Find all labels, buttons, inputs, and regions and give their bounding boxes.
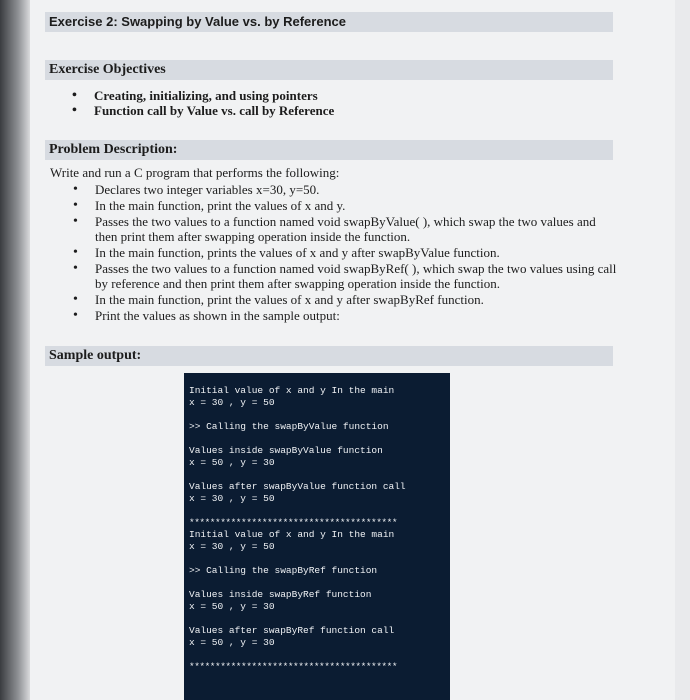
terminal-blank: [189, 649, 450, 661]
sample-heading: Sample output:: [49, 348, 142, 363]
objectives-heading-bar: [45, 60, 613, 80]
problem-item: • In the main function, prints the values of x and y after swapByValue function.: [73, 245, 618, 260]
terminal-line: x = 30 , y = 50: [189, 397, 275, 408]
sample-output-terminal: [184, 373, 450, 700]
terminal-separator: ****************************************: [189, 517, 398, 528]
problem-intro: Write and run a C program that performs the following:: [50, 165, 340, 180]
terminal-line: x = 50 , y = 30: [189, 601, 275, 612]
terminal-blank: [189, 505, 450, 517]
terminal-line: Initial value of x and y In the main: [189, 529, 395, 540]
problem-item: • Declares two integer variables x=30, y=50.: [73, 182, 618, 197]
page-edge-shadow: [0, 0, 30, 700]
problem-item: • Passes the two values to a function named void swapByRef( ), which swap the two values using call by reference and then print them after swapping operation inside the function.: [73, 261, 618, 291]
terminal-line: x = 50 , y = 30: [189, 637, 275, 648]
terminal-blank: [189, 433, 450, 445]
terminal-line: Values inside swapByValue function: [189, 445, 383, 456]
objectives-heading: Exercise Objectives: [49, 62, 166, 77]
problem-heading-bar: [45, 140, 613, 160]
terminal-line: Initial value of x and y In the main: [189, 385, 395, 396]
problem-heading: Problem Description:: [49, 142, 178, 157]
objectives-list: [72, 88, 334, 118]
problem-list: [73, 182, 618, 324]
objective-item: • Creating, initializing, and using pointers: [72, 88, 334, 103]
problem-item: • Print the values as shown in the sample output:: [73, 308, 618, 323]
terminal-blank: [189, 553, 450, 565]
terminal-line: x = 50 , y = 30: [189, 457, 275, 468]
sample-heading-bar: [45, 346, 613, 366]
problem-item: • Passes the two values to a function named void swapByValue( ), which swap the two values and then print them after swapping operation inside the function.: [73, 214, 618, 244]
terminal-blank: [189, 613, 450, 625]
problem-item: • In the main function, print the values of x and y after swapByRef function.: [73, 292, 618, 307]
terminal-line: Values inside swapByRef function: [189, 589, 372, 600]
terminal-line: x = 30 , y = 50: [189, 493, 275, 504]
terminal-blank: [189, 577, 450, 589]
terminal-line: >> Calling the swapByRef function: [189, 565, 378, 576]
exercise-title: Exercise 2: Swapping by Value vs. by Reference: [49, 14, 346, 29]
problem-item: • In the main function, print the values of x and y.: [73, 198, 618, 213]
terminal-line: >> Calling the swapByValue function: [189, 421, 389, 432]
terminal-line: Values after swapByRef function call: [189, 625, 395, 636]
terminal-blank: [189, 469, 450, 481]
terminal-separator: ****************************************: [189, 661, 398, 672]
exercise-title-bar: [45, 12, 613, 32]
terminal-line: Values after swapByValue function call: [189, 481, 406, 492]
objective-item: • Function call by Value vs. call by Reference: [72, 103, 334, 118]
terminal-blank: [189, 409, 450, 421]
terminal-line: x = 30 , y = 50: [189, 541, 275, 552]
